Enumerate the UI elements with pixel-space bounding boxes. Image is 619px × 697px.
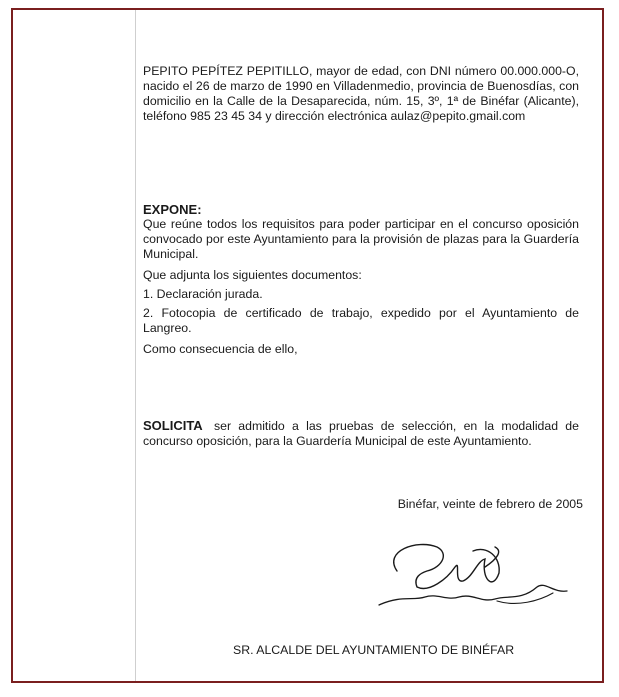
- applicant-details: PEPITO PEPÍTEZ PEPITILLO, mayor de edad, con DNI número 00.000.000-O, nacido el 26 de marzo de 1990 en Villadenmedio, provincia de Buenosdías, con domicilio en la Calle de la Desaparecida, núm. 15, 3º, 1ª de Binéfar (Alicante), teléfono 985 23 45 34 y dirección electrónica aulaz@pepito.gmail.com: [143, 64, 579, 123]
- document-item-1: 1. Declaración jurada.: [143, 287, 263, 301]
- expone-paragraph-1: Que reúne todos los requisitos para poder participar en el concurso oposición convocado por este Ayuntamiento para la provisión de plazas para la Guardería Municipal.: [143, 217, 579, 261]
- addressee-line: SR. ALCALDE DEL AYUNTAMIENTO DE BINÉFAR: [233, 643, 515, 657]
- expone-heading: [143, 202, 579, 217]
- solicita-text: ser admitido a las pruebas de selección, en la modalidad de concurso oposición, para la Guardería Municipal de este Ayuntamiento.: [143, 419, 579, 448]
- document-item-2: 2. Fotocopia de certificado de trabajo, expedido por el Ayuntamiento de Langreo.: [143, 306, 579, 335]
- expone-heading-label: EXPONE: [143, 202, 198, 217]
- solicita-section: [143, 418, 579, 449]
- expone-paragraph-3: Como consecuencia de ello,: [143, 342, 298, 356]
- expone-paragraph-2: Que adjunta los siguientes documentos:: [143, 268, 362, 282]
- solicita-keyword: SOLICITA: [143, 418, 203, 433]
- signature-image: [377, 531, 577, 613]
- date-line: Binéfar, veinte de febrero de 2005: [397, 497, 583, 511]
- expone-heading-colon: :: [197, 202, 202, 217]
- letter-body: [143, 64, 583, 657]
- margin-line: [135, 10, 136, 681]
- expone-section: [143, 202, 579, 363]
- document-page: [11, 8, 604, 683]
